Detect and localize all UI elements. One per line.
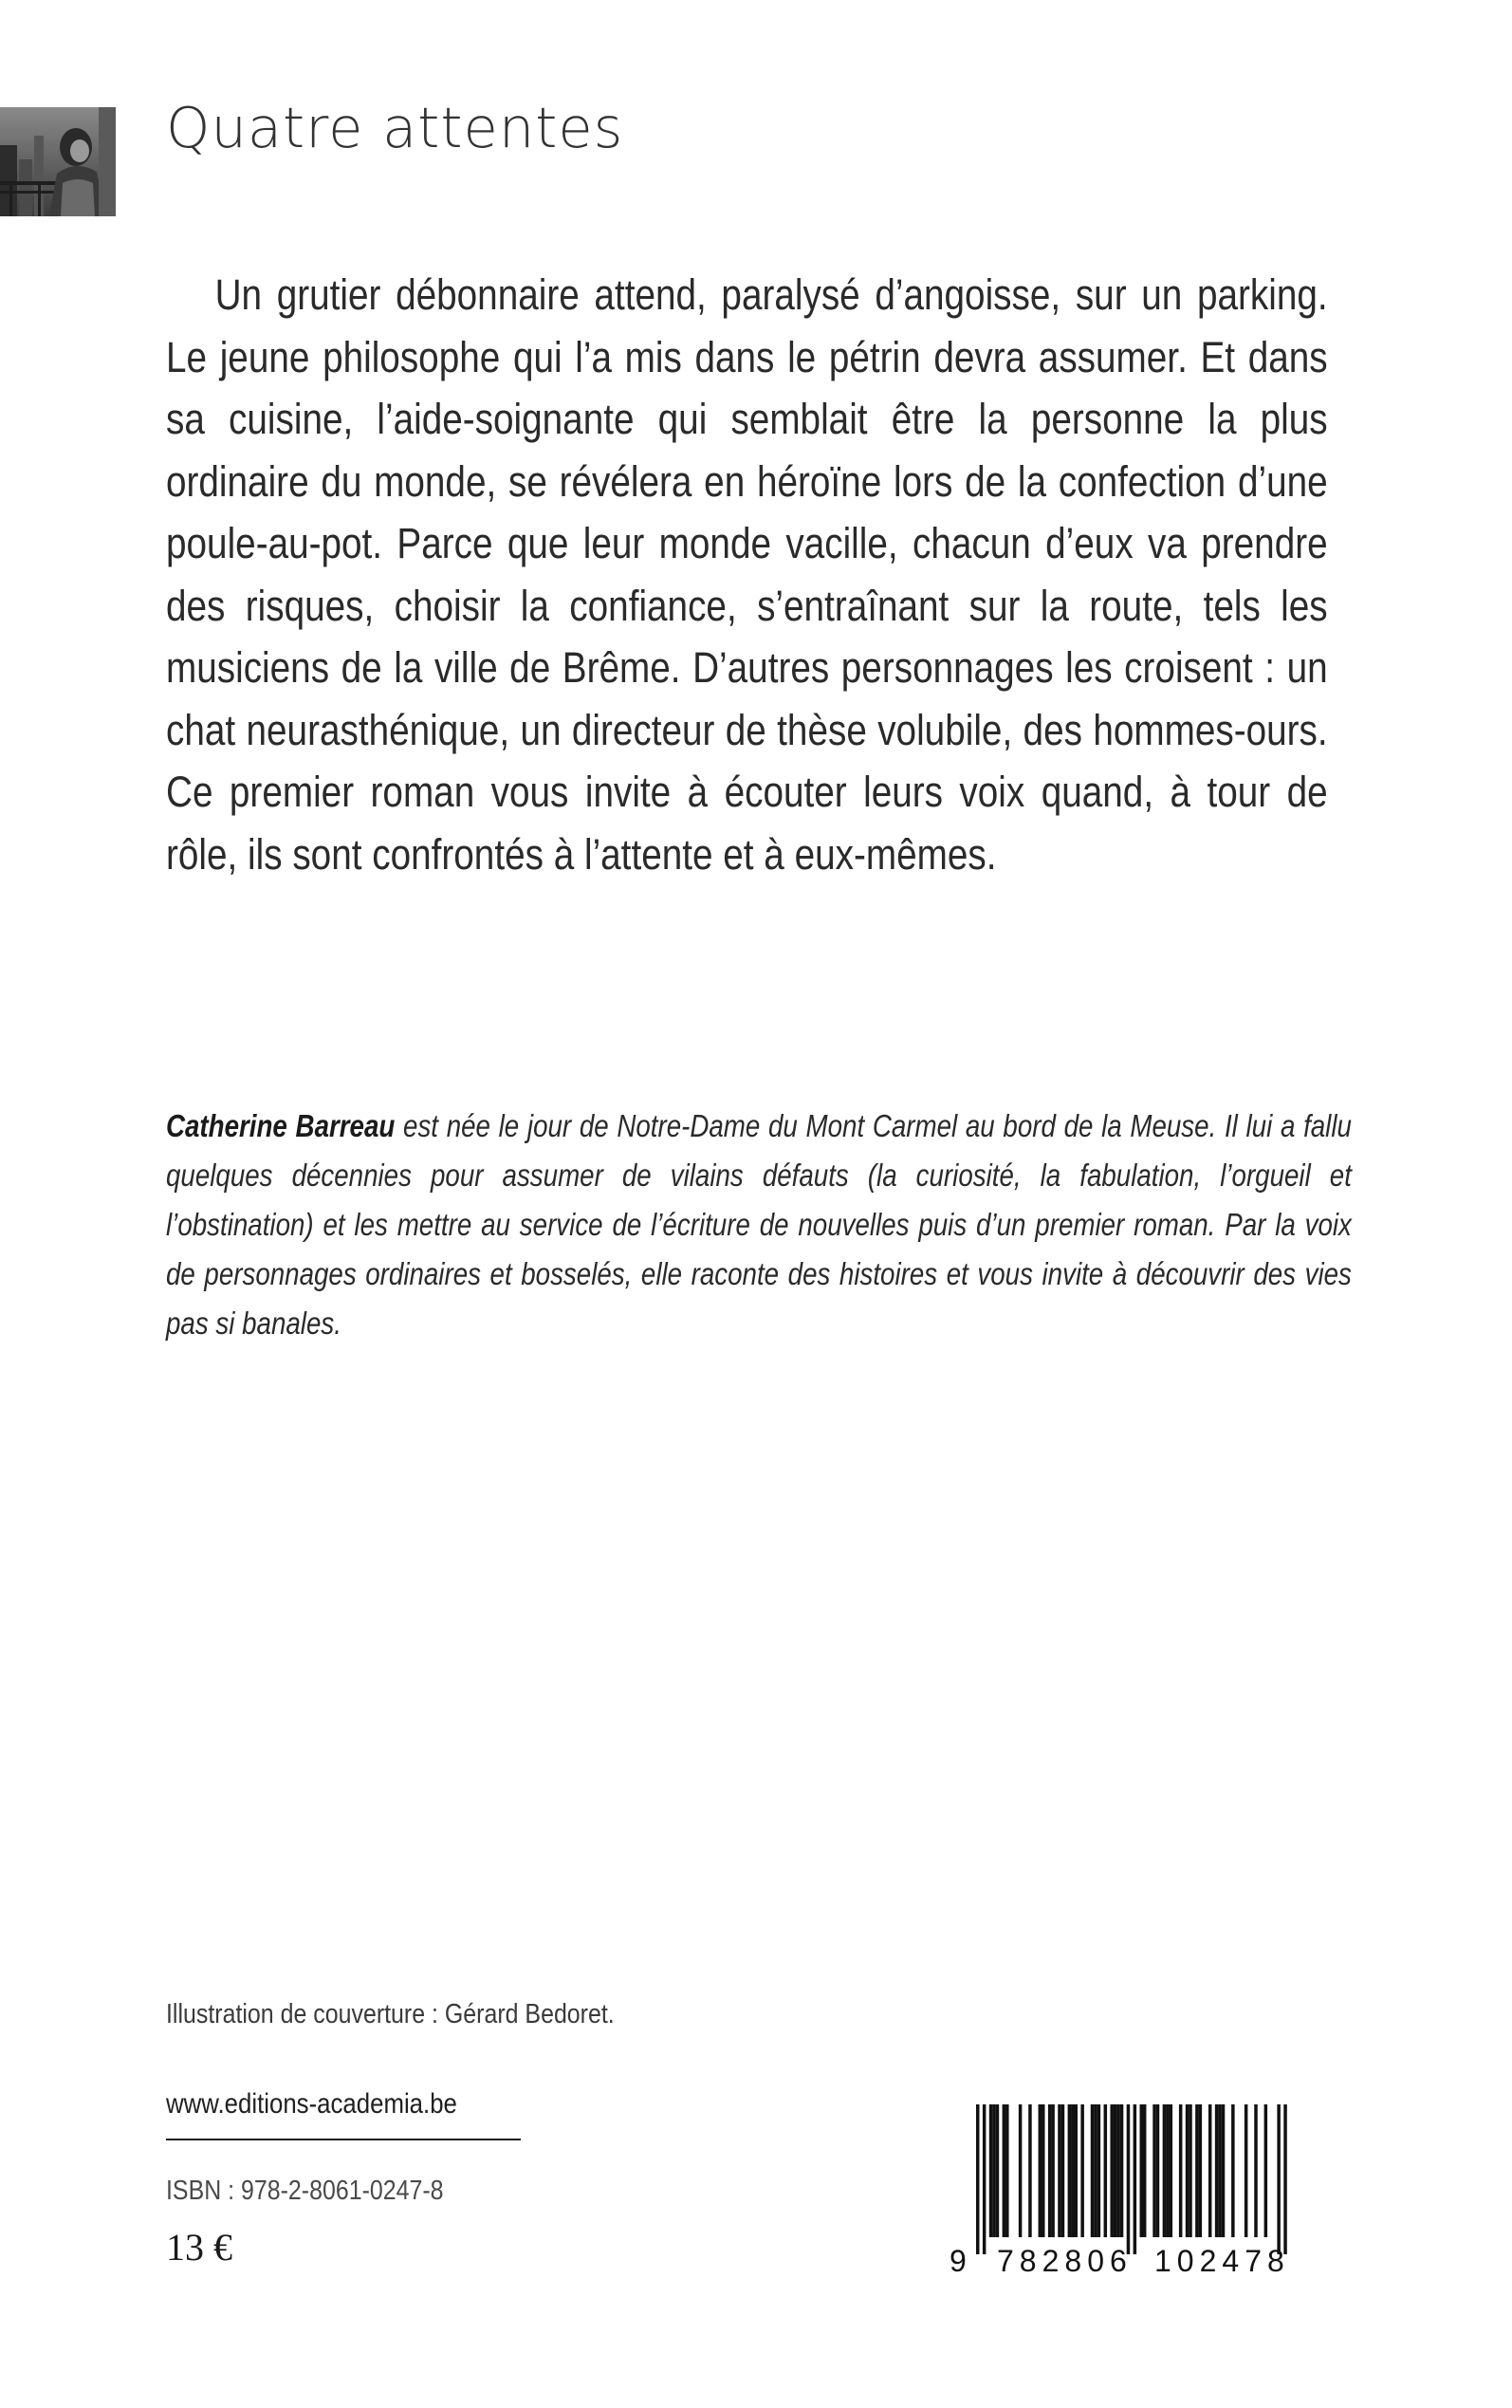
barcode-bar [1048,2104,1052,2237]
barcode-bar [1156,2104,1160,2237]
barcode-bar [1264,2104,1268,2237]
barcode-left-group: 782806 [997,2244,1133,2277]
barcode-bar [1152,2104,1156,2237]
author-bio-text: est née le jour de Notre-Dame du Mont Carmel au bord de la Meuse. Il lui a fallu quelques décennies pour assumer de vilains défauts (la curiosité, la fabulation, l’orgueil et l’obstination) et les mettre au service de l’écriture de nouvelles puis d’un premier roman. Par la voix de personnages ordinaires et bosselés, elle raconte des histoires et vous invite à découvrir des vies pas si banales. [166,1108,1352,1341]
barcode [944,2104,1323,2277]
barcode-bar [1005,2104,1009,2237]
barcode-bar [1039,2104,1042,2237]
barcode-bar [1104,2104,1108,2237]
barcode-bar [1051,2104,1055,2237]
divider [166,2139,521,2140]
barcode-bar [1110,2104,1114,2237]
barcode-bar [1091,2104,1095,2237]
barcode-bar [1080,2104,1084,2237]
price: 13 € [166,2226,232,2269]
author-name: Catherine Barreau [166,1108,396,1143]
barcode-bar [1068,2104,1072,2237]
barcode-bar [1127,2104,1131,2254]
barcode-bar [1222,2104,1226,2237]
barcode-bar [1075,2104,1079,2237]
barcode-bar [1245,2104,1248,2237]
barcode-bar [1094,2104,1097,2237]
barcode-bar [1143,2104,1147,2237]
barcode-bar [989,2104,993,2237]
barcode-bar [992,2104,996,2237]
barcode-bar [1215,2104,1219,2237]
barcode-bar [976,2104,980,2254]
book-title: Quatre attentes [166,95,624,160]
barcode-bar [1061,2104,1065,2237]
barcode-bar [1208,2104,1212,2237]
barcode-bar [1163,2104,1167,2237]
barcode-bar [1116,2104,1120,2237]
barcode-lead-digit: 9 [950,2244,967,2277]
barcode-bar [1166,2104,1170,2237]
barcode-bar [996,2104,1000,2237]
barcode-bar [1003,2104,1006,2237]
barcode-bar [1028,2104,1032,2237]
barcode-bar [1179,2104,1183,2237]
barcode-bar [1231,2104,1235,2237]
barcode-bar [1071,2104,1075,2237]
isbn-number: ISBN : 978-2-8061-0247-8 [166,2176,444,2206]
cover-thumbnail-image [0,107,116,216]
barcode-bar [1277,2104,1281,2254]
summary-paragraph: Un grutier débonnaire attend, paralysé d’angoisse, sur un parking. Le jeune philosophe qui l’a mis dans le pétrin devra assumer. Et dans sa cuisine, l’aide-soignante qui semblait être la personne la plus ordinaire du monde, se révélera en héroïne lors de la confection d’une poule-au-pot. Parce que leur monde vacille, chacun d’eux va prendre des risques, choisir la confiance, s’entraînant sur la route, tels les musiciens de la ville de Brême. D’autres personnages les croisent : un chat neurasthénique, un directeur de thèse volubile, des hommes-ours. Ce premier roman vous invite à écouter leurs voix quand, à tour de rôle, ils sont confrontés à l’attente et à eux-mêmes. [166,270,1328,879]
barcode-bar [1186,2104,1189,2237]
barcode-bar [1170,2104,1173,2237]
barcode-bar [1114,2104,1117,2237]
author-bio [166,1102,1352,1348]
barcode-bar [983,2104,986,2254]
barcode-bar [1134,2104,1137,2254]
barcode-bar [1120,2104,1124,2237]
illustration-credit: Illustration de couverture : Gérard Bedoret. [166,1999,615,2029]
barcode-bar [1199,2104,1203,2237]
barcode-bar [1195,2104,1199,2237]
barcode-bar [1058,2104,1061,2237]
barcode-bar [1254,2104,1258,2237]
barcode-bar [1097,2104,1101,2237]
barcode-bar [1218,2104,1222,2237]
barcode-bar [1019,2104,1023,2237]
publisher-website: www.editions-academia.be [166,2088,457,2120]
barcode-bar [1042,2104,1045,2237]
barcode-bar [1283,2104,1287,2254]
barcode-bar [1189,2104,1192,2237]
barcode-bar [1140,2104,1144,2237]
barcode-right-group: 102478 [1154,2244,1290,2277]
